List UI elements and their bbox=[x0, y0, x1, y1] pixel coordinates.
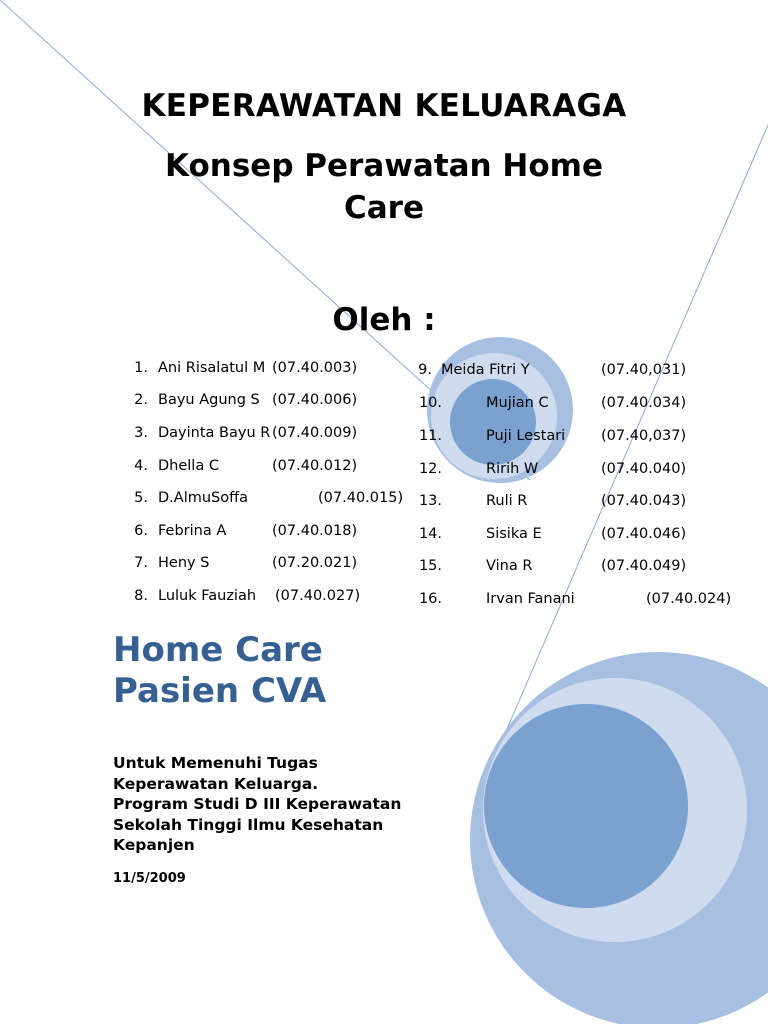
member-name: Luluk Fauziah bbox=[158, 588, 257, 604]
member-number: 6. bbox=[134, 523, 148, 539]
member-name: Ani Risalatul M bbox=[158, 360, 266, 376]
member-student-id: (07.40.034) bbox=[601, 395, 687, 411]
member-number: 3. bbox=[134, 425, 148, 441]
member-name: Febrina A bbox=[158, 523, 227, 539]
member-number: 7. bbox=[134, 555, 148, 571]
member-row bbox=[0, 461, 768, 481]
member-name: Puji Lestari bbox=[486, 428, 566, 444]
member-student-id: (07.40,031) bbox=[601, 362, 687, 378]
purpose-line: Program Studi D III Keperawatan bbox=[113, 795, 402, 813]
decor-large-circles bbox=[470, 652, 768, 1024]
member-student-id: (07.40.003) bbox=[272, 360, 358, 376]
member-name: Irvan Fanani bbox=[486, 591, 575, 607]
byline-label: Oleh : bbox=[332, 302, 436, 338]
member-name: Mujian C bbox=[486, 395, 549, 411]
purpose-statement bbox=[113, 753, 401, 856]
member-row bbox=[0, 428, 768, 448]
member-student-id: (07.40.015) bbox=[318, 490, 404, 506]
purpose-line: Untuk Memenuhi Tugas bbox=[113, 754, 318, 772]
member-name: Bayu Agung S bbox=[158, 392, 260, 408]
member-student-id: (07.40.046) bbox=[601, 526, 687, 542]
document-subtitle bbox=[0, 145, 768, 229]
member-number: 12. bbox=[418, 461, 442, 477]
subtitle-line: Konsep Perawatan Home bbox=[165, 148, 603, 184]
cover-heading-line: Pasien CVA bbox=[113, 671, 327, 711]
member-student-id: (07.40.043) bbox=[601, 493, 687, 509]
purpose-line: Sekolah Tinggi Ilmu Kesehatan bbox=[113, 815, 384, 834]
member-row bbox=[0, 362, 768, 382]
member-name: Heny S bbox=[158, 555, 210, 571]
member-number: 13. bbox=[418, 493, 442, 509]
member-number: 15. bbox=[418, 558, 442, 574]
member-number: 4. bbox=[134, 458, 148, 474]
member-student-id: (07.40.018) bbox=[272, 523, 358, 539]
member-name: Ruli R bbox=[486, 493, 528, 509]
member-name: Meida Fitri Y bbox=[441, 362, 530, 378]
member-student-id: (07.40.049) bbox=[601, 558, 687, 574]
member-number: 2. bbox=[134, 392, 148, 408]
member-student-id: (07.40.006) bbox=[272, 392, 358, 408]
member-row bbox=[0, 493, 768, 513]
member-number: 1. bbox=[134, 360, 148, 376]
member-student-id: (07.40.012) bbox=[272, 458, 358, 474]
member-name: Vina R bbox=[486, 558, 533, 574]
member-number: 16. bbox=[418, 591, 442, 607]
member-name: Sisika E bbox=[486, 526, 542, 542]
member-student-id: (07.40.009) bbox=[272, 425, 358, 441]
member-number: 11. bbox=[418, 428, 442, 444]
cover-heading-line: Home Care bbox=[113, 630, 323, 670]
member-name: Dayinta Bayu R bbox=[158, 425, 271, 441]
member-number: 5. bbox=[134, 490, 148, 506]
member-row bbox=[0, 558, 768, 578]
member-number: 8. bbox=[134, 588, 148, 604]
member-student-id: (07.40.027) bbox=[275, 588, 361, 604]
cover-heading bbox=[113, 630, 326, 712]
document-date: 11/5/2009 bbox=[113, 871, 186, 886]
member-number: 9. bbox=[418, 362, 432, 378]
member-student-id: (07.40.024) bbox=[646, 591, 732, 607]
member-row bbox=[0, 526, 768, 546]
member-student-id: (07.20.021) bbox=[272, 555, 358, 571]
member-name: Ririh W bbox=[486, 461, 539, 477]
member-name: Dhella C bbox=[158, 458, 219, 474]
member-number: 14. bbox=[418, 526, 442, 542]
member-number: 10. bbox=[418, 395, 442, 411]
member-row bbox=[0, 395, 768, 415]
member-name: D.AlmuSoffa bbox=[158, 490, 248, 506]
member-student-id: (07.40.040) bbox=[601, 461, 687, 477]
document-title: KEPERAWATAN KELUARAGA bbox=[141, 88, 627, 124]
purpose-line: Keperawatan Keluarga. bbox=[113, 774, 319, 793]
member-row bbox=[0, 591, 768, 611]
purpose-line: Kepanjen bbox=[113, 836, 195, 854]
subtitle-line: Care bbox=[344, 190, 424, 226]
member-student-id: (07.40,037) bbox=[601, 428, 687, 444]
